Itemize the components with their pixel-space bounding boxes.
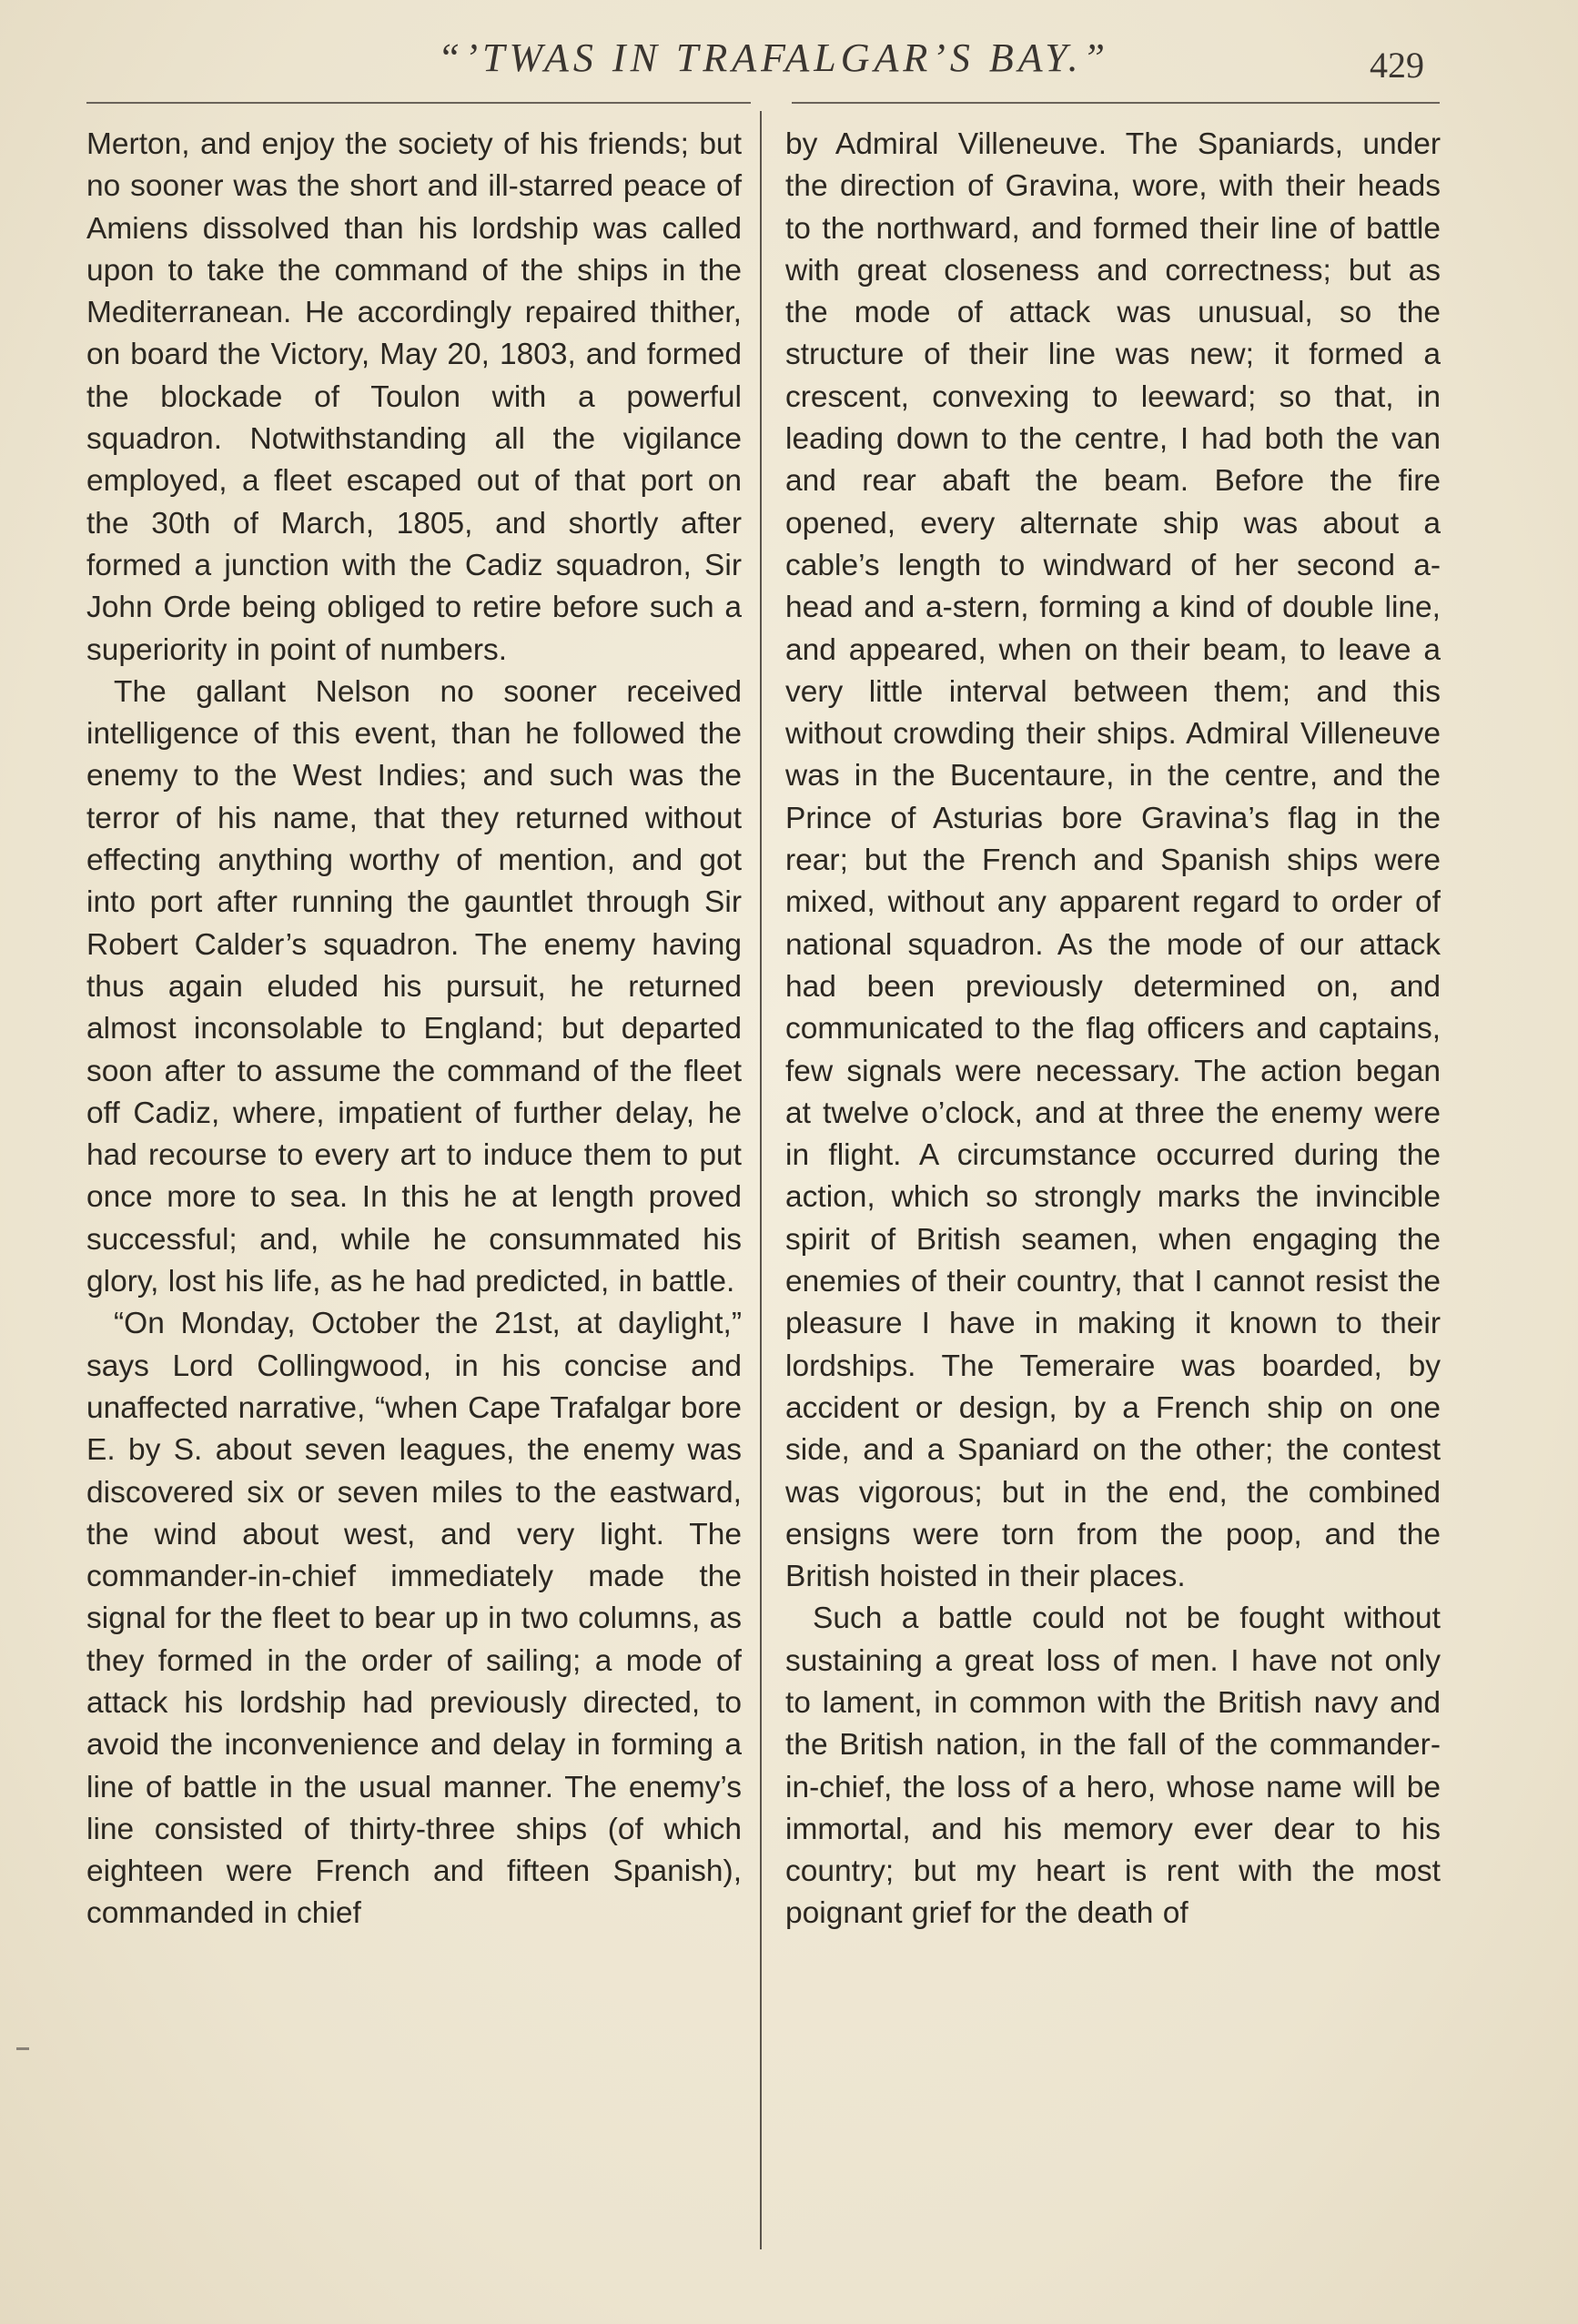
page-number: 429 bbox=[1370, 45, 1424, 86]
column-divider bbox=[760, 111, 762, 2249]
margin-mark bbox=[16, 2047, 29, 2050]
right-column bbox=[785, 124, 1441, 1935]
header-rule-right bbox=[792, 102, 1440, 104]
paragraph: The gallant Nelson no sooner received intelligence of this event, than he followed the enemy to the West Indies; and such was the terror of his name, that they returned without effecting anything worthy of mention, and got into port after running the gauntlet through Sir Robert Calder’s squadron. The enemy having thus again eluded his pursuit, he returned almost inconsolable to England; but departed soon after to assume the command of the fleet off Cadiz, where, impatient of further delay, he had recourse to every art to induce them to put once more to sea. In this he at length proved successful; and, while he consummated his glory, lost his life, as he had predicted, in battle. bbox=[86, 674, 742, 1299]
paragraph: Merton, and enjoy the society of his friends; but no sooner was the short and ill-starred peace of Amiens dissolved than his lordship was called upon to take the command of the ships in the Mediterranean. He accordingly repaired thither, on board the Victory, May 20, 1803, and formed the blockade of Toulon with a powerful squadron. Notwithstanding all the vigilance employed, a fleet escaped out of that port on the 30th of March, 1805, and shortly after formed a junction with the Cadiz squadron, Sir John Orde being obliged to retire before such a superiority in point of numbers. bbox=[86, 127, 742, 667]
left-column bbox=[86, 124, 742, 1935]
header-rule-left bbox=[86, 102, 751, 104]
running-title: “’TWAS IN TRAFALGAR’S BAY.” bbox=[437, 35, 1110, 80]
paragraph: by Admiral Villeneuve. The Spaniards, under the direction of Gravina, wore, with their heads to the northward, and formed their line of battle with great closeness and correctness; but as the mode of attack was unusual, so the structure of their line was new; it formed a crescent, convexing to leeward; so that, in leading down to the centre, I had both the van and rear abaft the beam. Before the fire opened, every alternate ship was about a cable’s length to windward of her second a-head and a-stern, forming a kind of double line, and appeared, when on their beam, to leave a very little interval between them; and this without crowding their ships. Admiral Villeneuve was in the Bucentaure, in the centre, and the Prince of Asturias bore Gravina’s flag in the rear; but the French and Spanish ships were mixed, without any apparent regard to order of national squadron. As the mode of our attack had been previously determined on, and communicated to the flag officers and captains, few signals were necessary. The action began at twelve o’clock, and at three the enemy were in flight. A circumstance occurred during the action, which so strongly marks the invincible spirit of British seamen, when engaging the enemies of their country, that I cannot resist the pleasure I have in making it known to their lordships. The Temeraire was boarded, by accident or design, by a French ship on one side, and a Spaniard on the other; the contest was vigorous; but in the end, the combined ensigns were torn from the poop, and the British hoisted in their places. bbox=[785, 127, 1441, 1594]
paragraph: Such a battle could not be fought without sustaining a great loss of men. I have not only to lament, in common with the British navy and the British nation, in the fall of the commander-in-chief, the loss of a hero, whose name will be immortal, and his memory ever dear to his country; but my heart is rent with the most poignant grief for the death of bbox=[785, 1602, 1441, 1931]
paragraph: “On Monday, October the 21st, at daylight,” says Lord Collingwood, in his concise and unaffected narrative, “when Cape Trafalgar bore E. by S. about seven leagues, the enemy was discovered six or seven miles to the eastward, the wind about west, and very light. The commander-in-chief immediately made the signal for the fleet to bear up in two columns, as they formed in the order of sailing; a mode of attack his lordship had previously directed, to avoid the inconvenience and delay in forming a line of battle in the usual manner. The enemy’s line consisted of thirty-three ships (of which eighteen were French and fifteen Spanish), commanded in chief bbox=[86, 1307, 742, 1931]
